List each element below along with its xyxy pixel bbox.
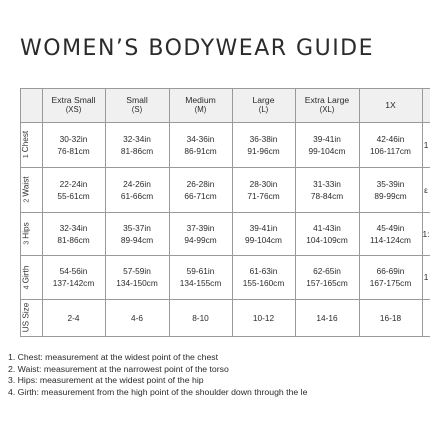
table-cell-value: 62-65in xyxy=(313,266,341,276)
row-label-name: Chest xyxy=(21,130,31,153)
table-cell xyxy=(42,212,105,255)
table-cell xyxy=(422,255,430,299)
measurement-notes xyxy=(8,352,430,398)
table-cell-value: 57-59in xyxy=(123,266,151,276)
table-cell xyxy=(232,122,295,167)
column-header-name: 1X xyxy=(385,100,396,110)
table-cell xyxy=(295,299,359,336)
column-header-code: (XS) xyxy=(65,105,82,114)
table-cell-value: 61-66cm xyxy=(120,190,154,201)
row-label xyxy=(20,299,32,336)
row-label-number: 4 xyxy=(21,284,31,289)
table-cell-value: 54-56in xyxy=(59,266,88,276)
table-cell-value: 71-76cm xyxy=(247,190,280,201)
row-label-text xyxy=(22,176,31,202)
table-cell-value: 39-41in xyxy=(313,133,341,144)
table-cell-value: 89-94cm xyxy=(120,234,154,245)
column-header xyxy=(422,88,430,122)
table-cell-value: 14-16 xyxy=(316,312,338,323)
column-header xyxy=(105,88,169,122)
row-label-number: 1 xyxy=(21,154,31,159)
table-cell-value: 61-63in xyxy=(249,266,278,276)
table-cell-value: 81-86cm xyxy=(120,145,154,156)
page-title: WOMEN’S BODYWEAR GUIDE xyxy=(20,36,375,61)
table-cell-value: 134-150cm xyxy=(116,278,158,288)
row-label-text xyxy=(22,131,31,158)
row-label-name: US Size xyxy=(21,302,31,333)
row-label-text xyxy=(22,265,31,289)
table-cell-value: 34-36in xyxy=(186,133,215,144)
table-cell-value: 94-99cm xyxy=(184,234,217,245)
table-cell-value: 134-155cm xyxy=(179,278,222,288)
column-header-code: (L) xyxy=(258,105,269,114)
column-header-name: Medium xyxy=(185,95,216,105)
table-cell-value: 1: xyxy=(422,228,430,239)
table-cell-value: 42-46in xyxy=(376,133,405,144)
table-cell-value: 45-49in xyxy=(376,222,405,233)
row-label xyxy=(20,122,32,167)
column-header xyxy=(359,88,422,122)
table-cell-value: 36-38in xyxy=(249,133,278,144)
size-chart-table xyxy=(20,88,430,336)
measurement-note: 2. Waist: measurement at the narrowest point of the torso xyxy=(8,363,229,374)
table-cell-value: 32-34in xyxy=(123,133,151,144)
table-cell-value: 8-10 xyxy=(192,312,209,323)
table-rule xyxy=(20,336,430,337)
table-cell-value: 89-99cm xyxy=(374,190,407,201)
table-cell xyxy=(232,255,295,299)
table-cell-value: 66-71cm xyxy=(184,190,217,201)
table-cell xyxy=(359,212,422,255)
column-header xyxy=(42,88,105,122)
table-cell-value: 35-37in xyxy=(123,222,151,233)
table-cell xyxy=(232,167,295,212)
row-label-text xyxy=(22,222,31,244)
column-header-name: Small xyxy=(126,95,148,105)
table-cell-value: 81-86cm xyxy=(57,234,90,245)
table-cell-value: 99-104cm xyxy=(308,145,346,156)
column-header-code: (XL) xyxy=(319,105,335,114)
table-cell xyxy=(42,122,105,167)
table-cell xyxy=(105,299,169,336)
table-cell-value: 28-30in xyxy=(249,178,278,189)
table-cell-value: 1 xyxy=(423,272,429,282)
table-cell-value: 167-175cm xyxy=(369,278,412,288)
table-cell-value: 32-34in xyxy=(59,222,88,233)
row-label xyxy=(20,212,32,255)
table-cell-value: 106-117cm xyxy=(370,145,411,156)
table-cell-value: 10-12 xyxy=(252,312,275,323)
measurement-note: 4. Girth: measurement from the high point of the shoulder down through the le xyxy=(8,386,308,397)
row-label-number: 2 xyxy=(21,198,31,203)
table-cell-value: 59-61in xyxy=(186,266,215,276)
table-cell-value: 137-142cm xyxy=(52,278,95,288)
table-cell-value: 91-96cm xyxy=(247,145,280,156)
table-cell-value: 76-81cm xyxy=(57,145,90,156)
table-cell-value: 31-33in xyxy=(313,178,341,189)
table-cell xyxy=(169,212,232,255)
table-cell-value: ε xyxy=(424,184,428,195)
table-cell xyxy=(169,299,232,336)
table-cell xyxy=(232,299,295,336)
table-cell-value: 37-39in xyxy=(186,222,215,233)
table-cell xyxy=(295,167,359,212)
table-cell xyxy=(42,167,105,212)
table-cell-value: 22-24in xyxy=(59,178,88,189)
table-cell-value: 66-69in xyxy=(376,266,405,276)
table-cell xyxy=(105,167,169,212)
table-cell xyxy=(422,122,430,167)
table-cell xyxy=(105,212,169,255)
table-cell xyxy=(422,299,430,336)
table-cell xyxy=(105,255,169,299)
row-label-name: Hips xyxy=(21,222,31,239)
table-cell xyxy=(422,212,430,255)
table-cell xyxy=(295,255,359,299)
row-label-name: Waist xyxy=(21,176,31,197)
measurement-note: 3. Hips: measurement at the widest point of the hip xyxy=(8,375,204,385)
column-header xyxy=(232,88,295,122)
table-cell xyxy=(42,299,105,336)
table-cell-value: 157-165cm xyxy=(306,278,348,288)
table-cell-value: 55-61cm xyxy=(57,190,90,201)
table-cell xyxy=(359,167,422,212)
table-cell-value: 30-32in xyxy=(59,133,88,144)
table-cell xyxy=(169,167,232,212)
table-cell-value: 16-18 xyxy=(379,312,402,323)
table-cell-value: 2-4 xyxy=(67,312,80,323)
table-cell xyxy=(42,255,105,299)
table-cell xyxy=(232,212,295,255)
table-cell-value: 114-124cm xyxy=(370,234,411,245)
column-header xyxy=(295,88,359,122)
table-cell xyxy=(359,122,422,167)
table-cell xyxy=(169,255,232,299)
table-cell-value: 35-39in xyxy=(376,178,405,189)
table-cell-value: 4-6 xyxy=(131,312,143,323)
table-cell xyxy=(295,122,359,167)
table-cell-value: 104-109cm xyxy=(306,234,348,245)
table-cell-value: 86-91cm xyxy=(184,145,217,156)
table-cell-value: 41-43in xyxy=(313,222,341,233)
table-cell xyxy=(105,122,169,167)
table-cell xyxy=(169,122,232,167)
column-header xyxy=(169,88,232,122)
table-cell-value: 26-28in xyxy=(186,178,215,189)
table-cell xyxy=(359,299,422,336)
column-header-code: (S) xyxy=(131,105,143,114)
row-label xyxy=(20,255,32,299)
column-header-code: (M) xyxy=(194,105,207,114)
table-cell-value: 99-104cm xyxy=(245,234,282,245)
row-label-name: Girth xyxy=(21,265,31,283)
column-header-name: Extra Small xyxy=(51,95,96,105)
table-cell-value: 24-26in xyxy=(123,178,151,189)
column-header-name: Large xyxy=(252,95,275,105)
table-cell xyxy=(359,255,422,299)
table-cell xyxy=(422,167,430,212)
table-cell-value: 1 xyxy=(423,139,429,150)
table-cell xyxy=(295,212,359,255)
row-label-text xyxy=(22,303,31,333)
column-header-name: Extra Large xyxy=(304,95,350,105)
measurement-note: 1. Chest: measurement at the widest point of the chest xyxy=(8,352,219,362)
table-cell-value: 78-84cm xyxy=(310,190,344,201)
row-label-number: 3 xyxy=(21,240,31,245)
table-cell-value: 39-41in xyxy=(249,222,278,233)
table-cell-value: 155-160cm xyxy=(242,278,285,288)
row-label xyxy=(20,167,32,212)
